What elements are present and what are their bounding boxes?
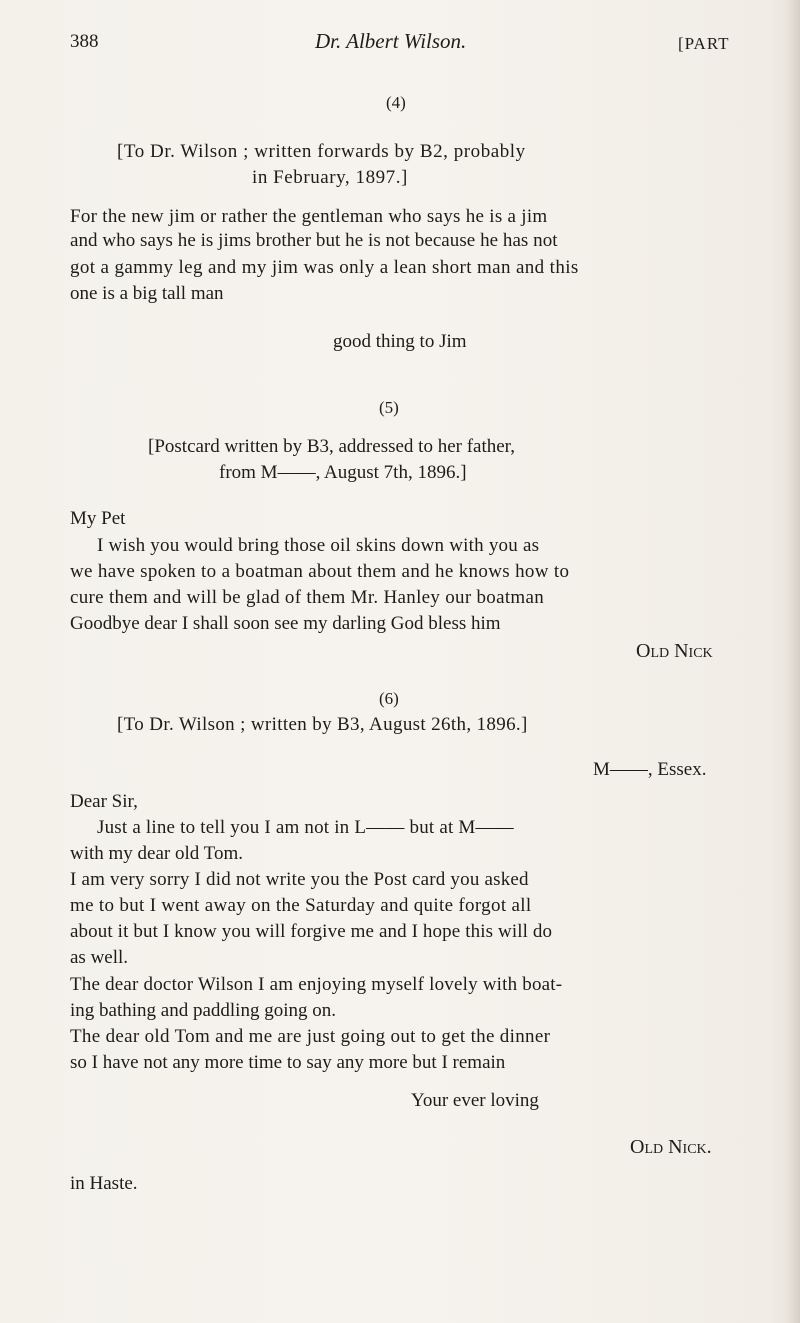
letter-6-valediction: Your ever loving: [411, 1090, 539, 1111]
letter-6-body-line-2: with my dear old Tom.: [70, 843, 243, 864]
letter-6-number: (6): [379, 689, 399, 708]
letter-6-signature: Old Nick.: [630, 1136, 712, 1158]
letter-6-body-line-5: about it but I know you will forgive me and I hope this will do: [70, 921, 553, 942]
letter-4-number: (4): [386, 93, 406, 112]
letter-6-body-line-8: ing bathing and paddling going on.: [70, 1000, 336, 1021]
letter-4-note-line-2: in February, 1897.]: [252, 167, 408, 188]
letter-5-note-line-1: [Postcard written by B3, addressed to her father,: [148, 436, 515, 457]
letter-6-body-line-10: so I have not any more time to say any more but I remain: [70, 1052, 506, 1073]
letter-6-salutation: Dear Sir,: [70, 791, 138, 812]
letter-5-salutation: My Pet: [70, 508, 126, 529]
letter-5-body-line-2: we have spoken to a boatman about them and he knows how to: [70, 561, 570, 582]
letter-6-postscript: in Haste.: [70, 1173, 138, 1194]
letter-5-body-line-4: Goodbye dear I shall soon see my darling God bless him: [70, 613, 501, 634]
letter-4-closing: good thing to Jim: [333, 331, 467, 352]
letter-5-body-line-3: cure them and will be glad of them Mr. Hanley our boatman: [70, 587, 545, 608]
running-title: Dr. Albert Wilson.: [315, 29, 467, 53]
letter-6-body-line-3: I am very sorry I did not write you the Post card you asked: [70, 869, 529, 890]
letter-5-note-line-2: from M——, August 7th, 1896.]: [219, 462, 467, 483]
letter-6-body-line-9: The dear old Tom and me are just going out to get the dinner: [70, 1026, 551, 1047]
letter-6-address: M——, Essex.: [593, 759, 707, 780]
letter-4-body-line-1: For the new jim or rather the gentleman who says he is a jim: [70, 206, 548, 227]
letter-6-body-line-6: as well.: [70, 947, 129, 968]
letter-6-body-line-7: The dear doctor Wilson I am enjoying myself lovely with boat-: [70, 974, 563, 995]
letter-4-note-line-1: [To Dr. Wilson ; written forwards by B2, probably: [117, 141, 526, 162]
letter-5-body-line-1: I wish you would bring those oil skins down with you as: [97, 535, 540, 556]
letter-4-body-line-2: and who says he is jims brother but he is not because he has not: [70, 230, 558, 251]
letter-5-number: (5): [379, 398, 399, 417]
letter-6-body-line-1: Just a line to tell you I am not in L—— but at M——: [97, 817, 514, 838]
page-number: 388: [70, 31, 99, 52]
section-marker: [PART: [678, 34, 730, 53]
page-edge-shadow: [786, 0, 800, 1323]
letter-4-body-line-4: one is a big tall man: [70, 283, 224, 304]
letter-5-signature: Old Nick: [636, 640, 713, 662]
letter-6-note-line-1: [To Dr. Wilson ; written by B3, August 26th, 1896.]: [117, 714, 528, 735]
letter-4-body-line-3: got a gammy leg and my jim was only a lean short man and this: [70, 257, 579, 278]
letter-6-body-line-4: me to but I went away on the Saturday and quite forgot all: [70, 895, 532, 916]
